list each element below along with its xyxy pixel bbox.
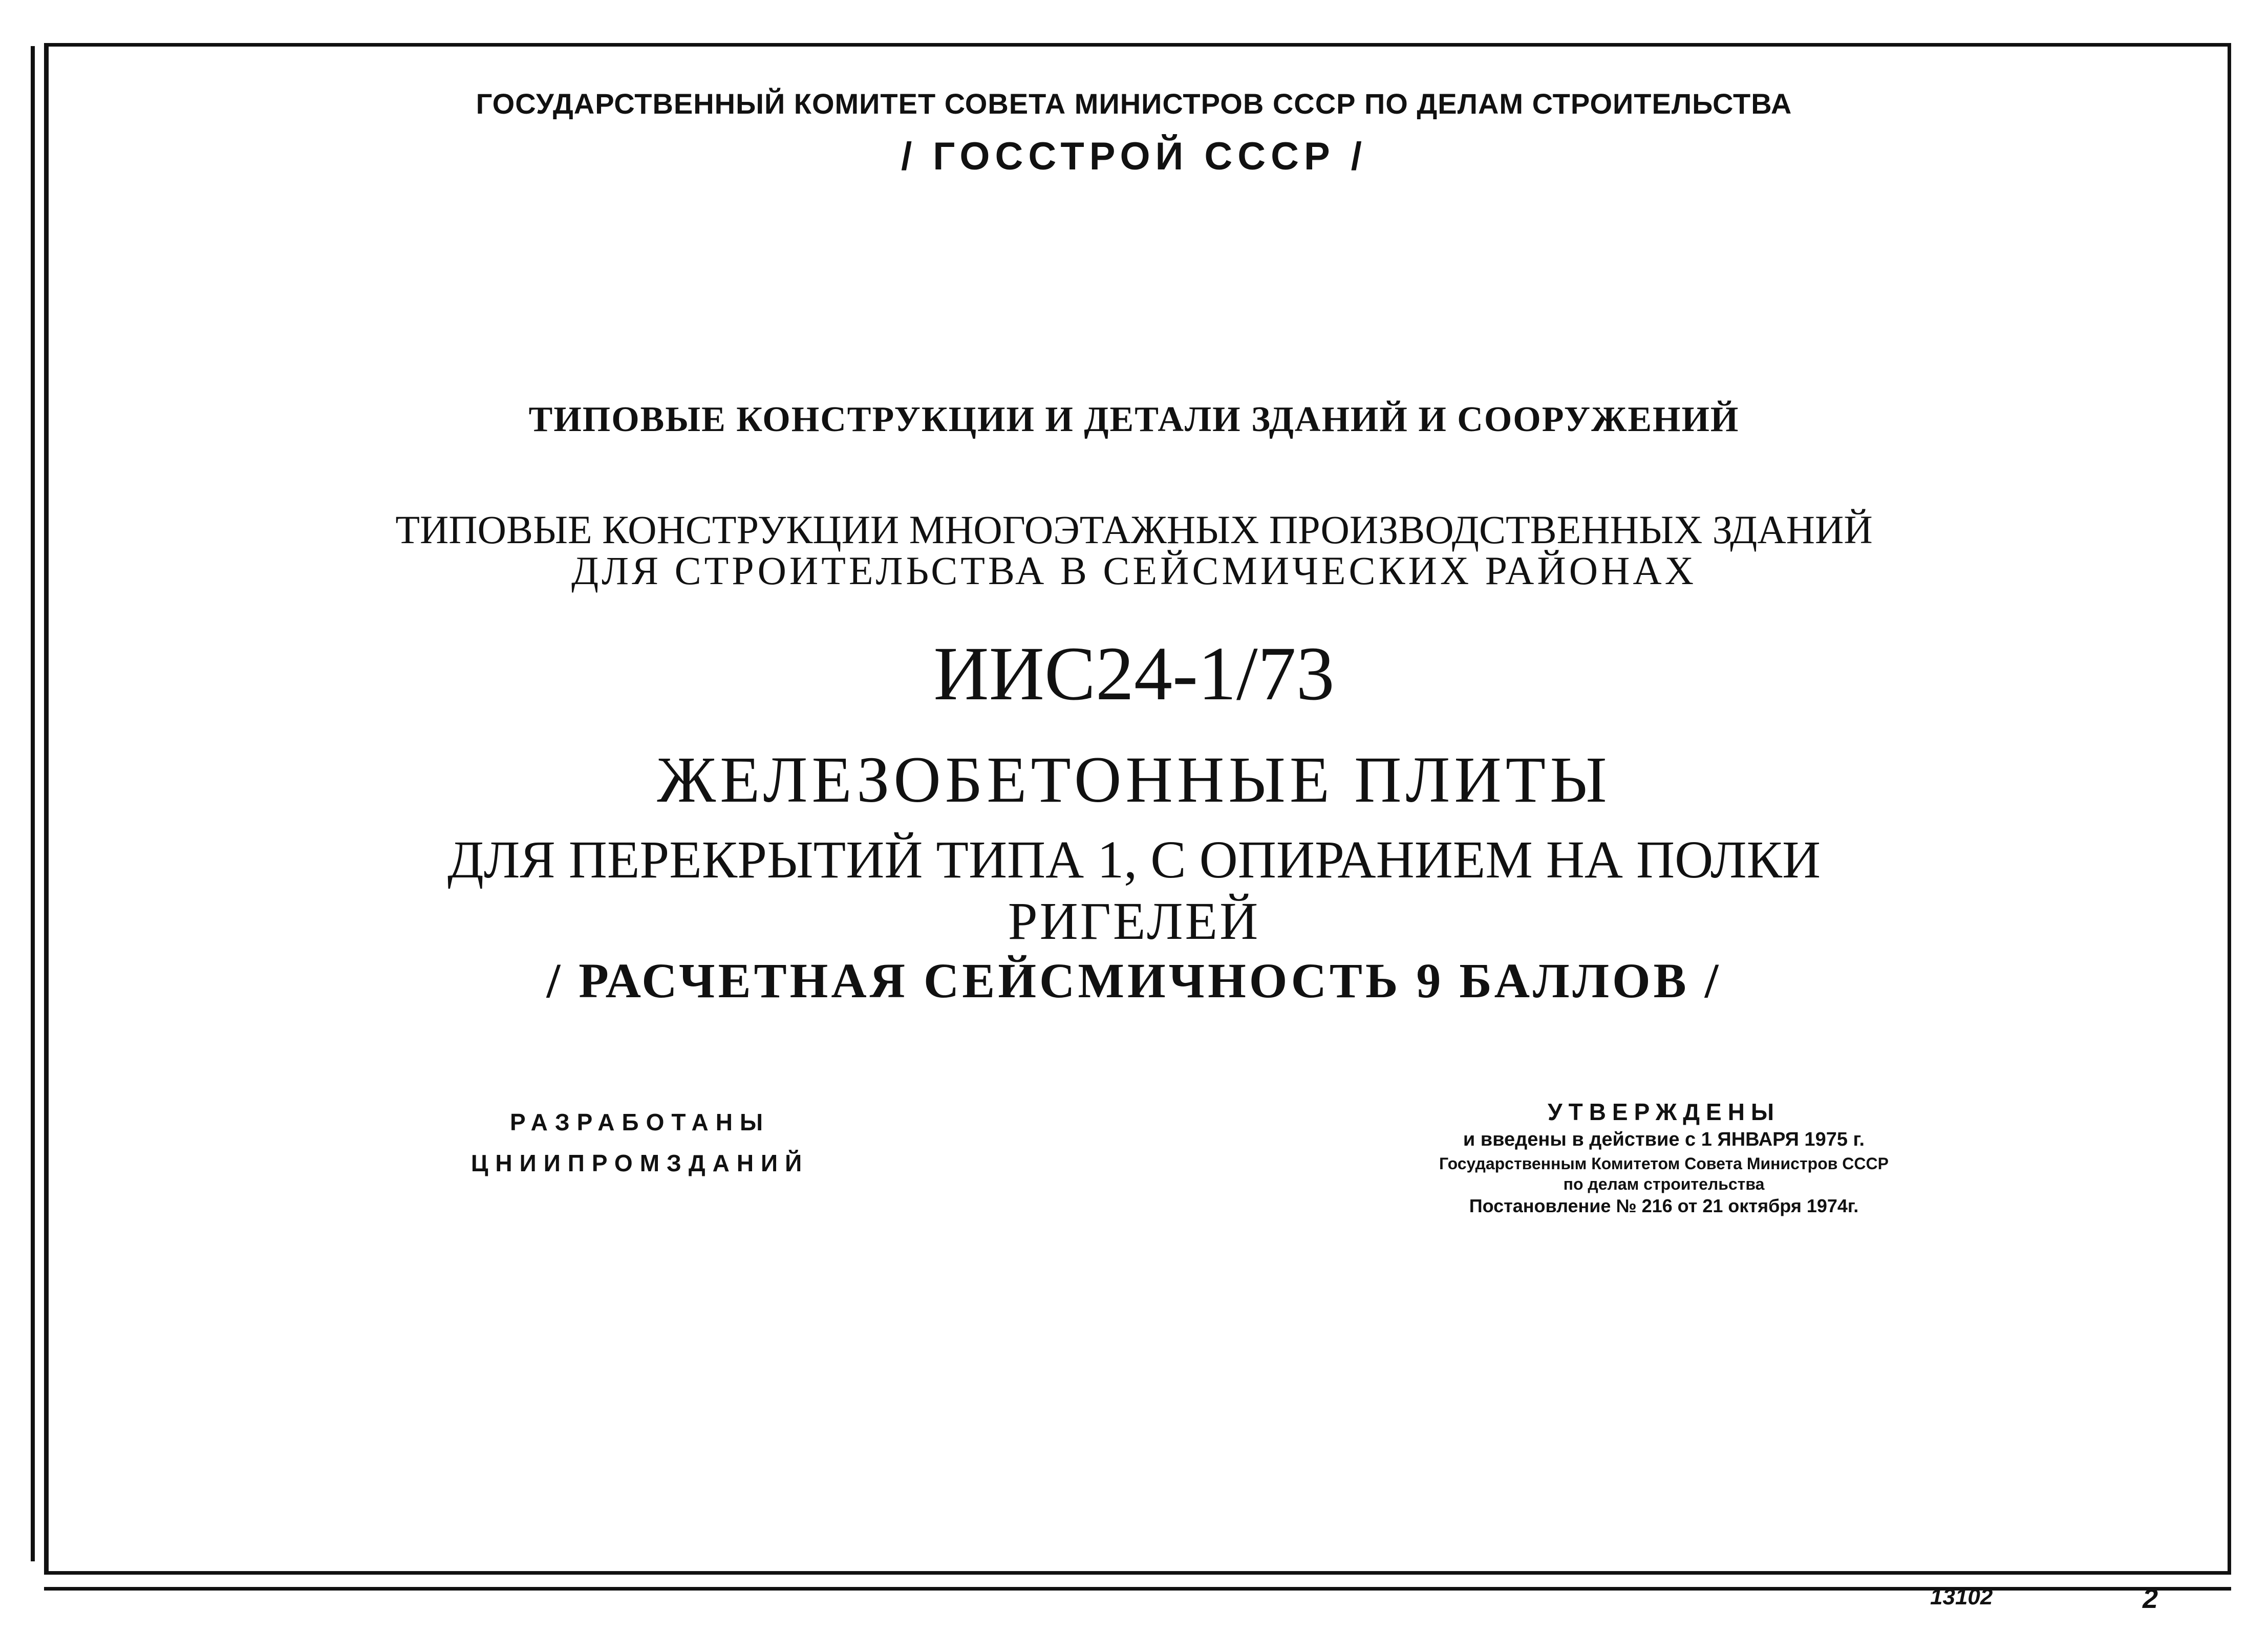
document-subtitle-line3: РИГЕЛЕЙ xyxy=(1008,892,1260,951)
document-subtitle-line2: ДЛЯ ПЕРЕКРЫТИЙ ТИПА 1, С ОПИРАНИЕМ НА ПОЛКИ xyxy=(447,830,1821,889)
approved-label: УТВЕРЖДЕНЫ xyxy=(1548,1099,1780,1125)
developed-label: РАЗРАБОТАНЫ xyxy=(509,1109,771,1135)
bottom-rule xyxy=(44,1587,2231,1591)
gosstroy-title: / ГОССТРОЙ СССР / xyxy=(901,135,1367,178)
committee-title: ГОСУДАРСТВЕННЫЙ КОМИТЕТ СОВЕТА МИНИСТРОВ СССР ПО ДЕЛАМ СТРОИТЕЛЬСТВА xyxy=(476,88,1792,120)
series-subtitle-line1: ТИПОВЫЕ КОНСТРУКЦИИ МНОГОЭТАЖНЫХ ПРОИЗВОДСТВЕННЫХ ЗДАНИЙ xyxy=(395,507,1873,552)
sheet-number: 2 xyxy=(2143,1583,2158,1614)
approved-line4: Постановление № 216 от 21 октября 1974г. xyxy=(1469,1195,1859,1216)
approved-line3: по делам строительства xyxy=(1563,1175,1765,1193)
document-title: ЖЕЛЕЗОБЕТОННЫЕ ПЛИТЫ xyxy=(657,743,1611,816)
series-category: ТИПОВЫЕ КОНСТРУКЦИИ И ДЕТАЛИ ЗДАНИЙ И СООРУЖЕНИЙ xyxy=(528,400,1740,439)
approved-line1: и введены в действие с 1 ЯНВАРЯ 1975 г. xyxy=(1463,1129,1865,1150)
series-subtitle-line2: ДЛЯ СТРОИТЕЛЬСТВА В СЕЙСМИЧЕСКИХ РАЙОНАХ xyxy=(571,548,1697,593)
developed-org: ЦНИИПРОМЗДАНИЙ xyxy=(470,1150,809,1176)
document-number: 13102 xyxy=(1930,1584,1993,1609)
approved-line2: Государственным Комитетом Совета Министров СССР xyxy=(1439,1154,1889,1173)
document-subtitle-line4: / РАСЧЕТНАЯ СЕЙСМИЧНОСТЬ 9 БАЛЛОВ / xyxy=(546,953,1722,1008)
series-code: ИИС24-1/73 xyxy=(933,631,1335,716)
